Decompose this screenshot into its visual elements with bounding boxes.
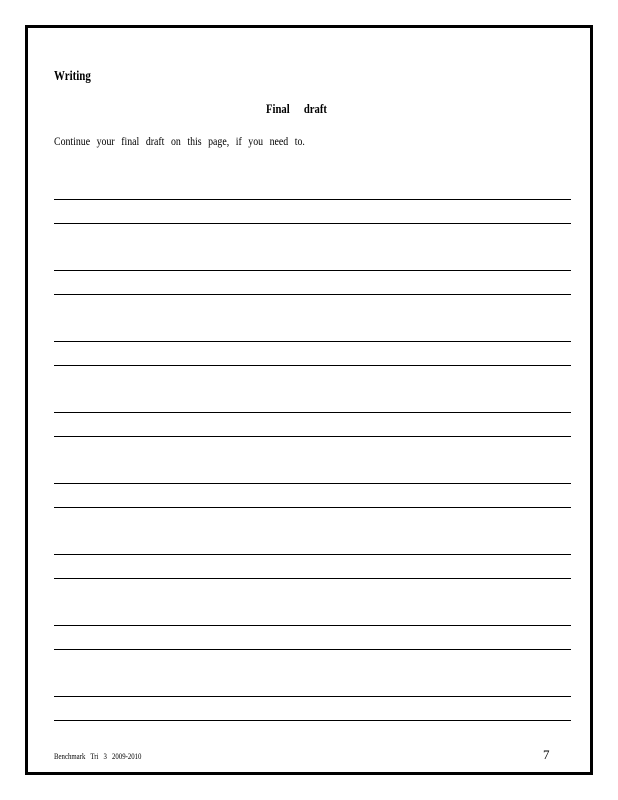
section-title: Writing xyxy=(54,69,91,84)
writing-line[interactable] xyxy=(54,696,571,697)
page-number: 7 xyxy=(543,747,550,762)
writing-line[interactable] xyxy=(54,341,571,342)
writing-line[interactable] xyxy=(54,625,571,626)
writing-line[interactable] xyxy=(54,199,571,200)
writing-line[interactable] xyxy=(54,365,571,366)
writing-lines-area[interactable] xyxy=(54,0,571,800)
page-border-shadow-right xyxy=(590,29,592,774)
writing-line[interactable] xyxy=(54,554,571,555)
writing-line[interactable] xyxy=(54,720,571,721)
writing-line[interactable] xyxy=(54,412,571,413)
writing-line[interactable] xyxy=(54,294,571,295)
instruction-text: Continue your final draft on this page, if you need to. xyxy=(54,134,305,148)
writing-line[interactable] xyxy=(54,578,571,579)
writing-line[interactable] xyxy=(54,649,571,650)
writing-line[interactable] xyxy=(54,270,571,271)
writing-line[interactable] xyxy=(54,507,571,508)
writing-line[interactable] xyxy=(54,483,571,484)
footer-text: Benchmark Tri 3 2009-2010 xyxy=(54,752,142,761)
page-subtitle: Final draft xyxy=(266,101,327,116)
writing-line[interactable] xyxy=(54,223,571,224)
writing-line[interactable] xyxy=(54,436,571,437)
